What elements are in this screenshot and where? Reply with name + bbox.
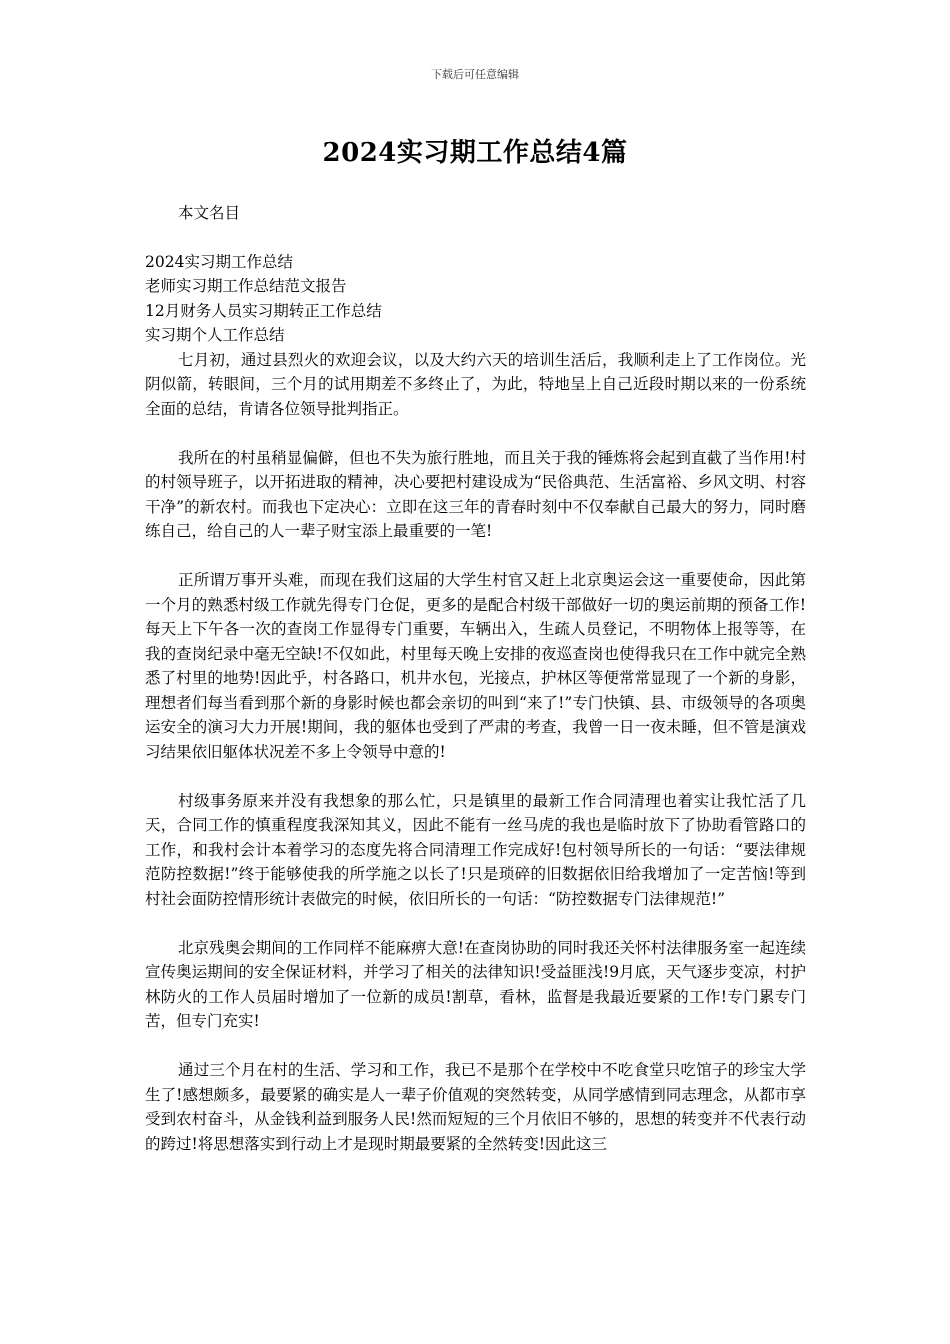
toc-item: 12月财务人员实习期转正工作总结 <box>145 301 382 320</box>
toc-list <box>145 250 806 348</box>
body-paragraph: 北京残奥会期间的工作同样不能麻痹大意!在查岗协助的同时我还关怀村法律服务室一起连续宣传奥运期间的安全保证材料，并学习了相关的法律知识!受益匪浅!9月底，天气逐步变凉，村护林防火的工作人员届时增加了一位新的成员!割草，看林，监督是我最近要紧的工作!专门累专门苦，但专门充实! <box>145 938 806 1030</box>
body-paragraph: 我所在的村虽稍显偏僻，但也不失为旅行胜地，而且关于我的锤炼将会起到直截了当作用!村的村领导班子，以开拓进取的精神，决心要把村建设成为“民俗典范、生活富裕、乡风文明、村容干净”的新农村。而我也下定决心：立即在这三年的青春时刻中不仅奉献自己最大的努力，同时磨练自己，给自己的人一辈子财宝添上最重要的一笔! <box>145 448 806 540</box>
body-paragraph: 七月初，通过县烈火的欢迎会议，以及大约六天的培训生活后，我顺利走上了工作岗位。光阴似箭，转眼间，三个月的试用期差不多终止了，为此，特地呈上自己近段时期以来的一份系统全面的总结，肯请各位领导批判指正。 <box>145 350 806 418</box>
body-paragraph: 正所谓万事开头难，而现在我们这届的大学生村官又赶上北京奥运会这一重要使命，因此第一个月的熟悉村级工作就先得专门仓促，更多的是配合村级干部做好一切的奥运前期的预备工作!每天上下午各一次的查岗工作显得专门重要，车辆出入，生疏人员登记，不明物体上报等等，在我的查岗纪录中毫无空缺!不仅如此，村里每天晚上安排的夜巡查岗也使得我只在工作中就完全熟悉了村里的地势!因此乎，村各路口，机井水包，光接点，护林区等便常常显现了一个新的身影，理想者们每当看到那个新的身影时候也都会亲切的叫到“来了!”专门快镇、县、市级领导的各项奥运安全的演习大力开展!期间，我的躯体也受到了严肃的考查，我曾一日一夜未睡，但不管是演戏习结果依旧躯体状况差不多上令领导中意的! <box>145 571 806 761</box>
body-paragraph: 村级事务原来并没有我想象的那么忙，只是镇里的最新工作合同清理也着实让我忙活了几天，合同工作的慎重程度我深知其义，因此不能有一丝马虎的我也是临时放下了协助看管路口的工作，和我村会计本着学习的态度先将合同清理工作完成好!包村领导所长的一句话：“要法律规范防控数据!”终于能够使我的所学施之以长了!只是琐碎的旧数据依旧给我增加了一定苦恼!等到村社会面防控情形统计表做完的时候，依旧所长的一句话：“防控数据专门法律规范!” <box>145 791 806 908</box>
toc-item: 2024实习期工作总结 <box>145 252 293 271</box>
toc-heading: 本文名目 <box>178 204 241 222</box>
body-paragraph: 通过三个月在村的生活、学习和工作，我已不是那个在学校中不吃食堂只吃馆子的珍宝大学生了!感想颇多，最要紧的确实是人一辈子价值观的突然转变，从同学感情到同志理念，从都市享受到农村奋斗，从金钱利益到服务人民!然而短短的三个月依旧不够的，思想的转变并不代表行动的跨过!将思想落实到行动上才是现时期最要紧的全然转变!因此这三 <box>145 1061 806 1153</box>
header-note: 下载后可任意编辑 <box>431 68 519 81</box>
document-title: 2024实习期工作总结4篇 <box>322 138 628 168</box>
toc-item: 老师实习期工作总结范文报告 <box>145 277 347 295</box>
toc-item: 实习期个人工作总结 <box>145 326 285 344</box>
document-body <box>145 201 806 1156</box>
